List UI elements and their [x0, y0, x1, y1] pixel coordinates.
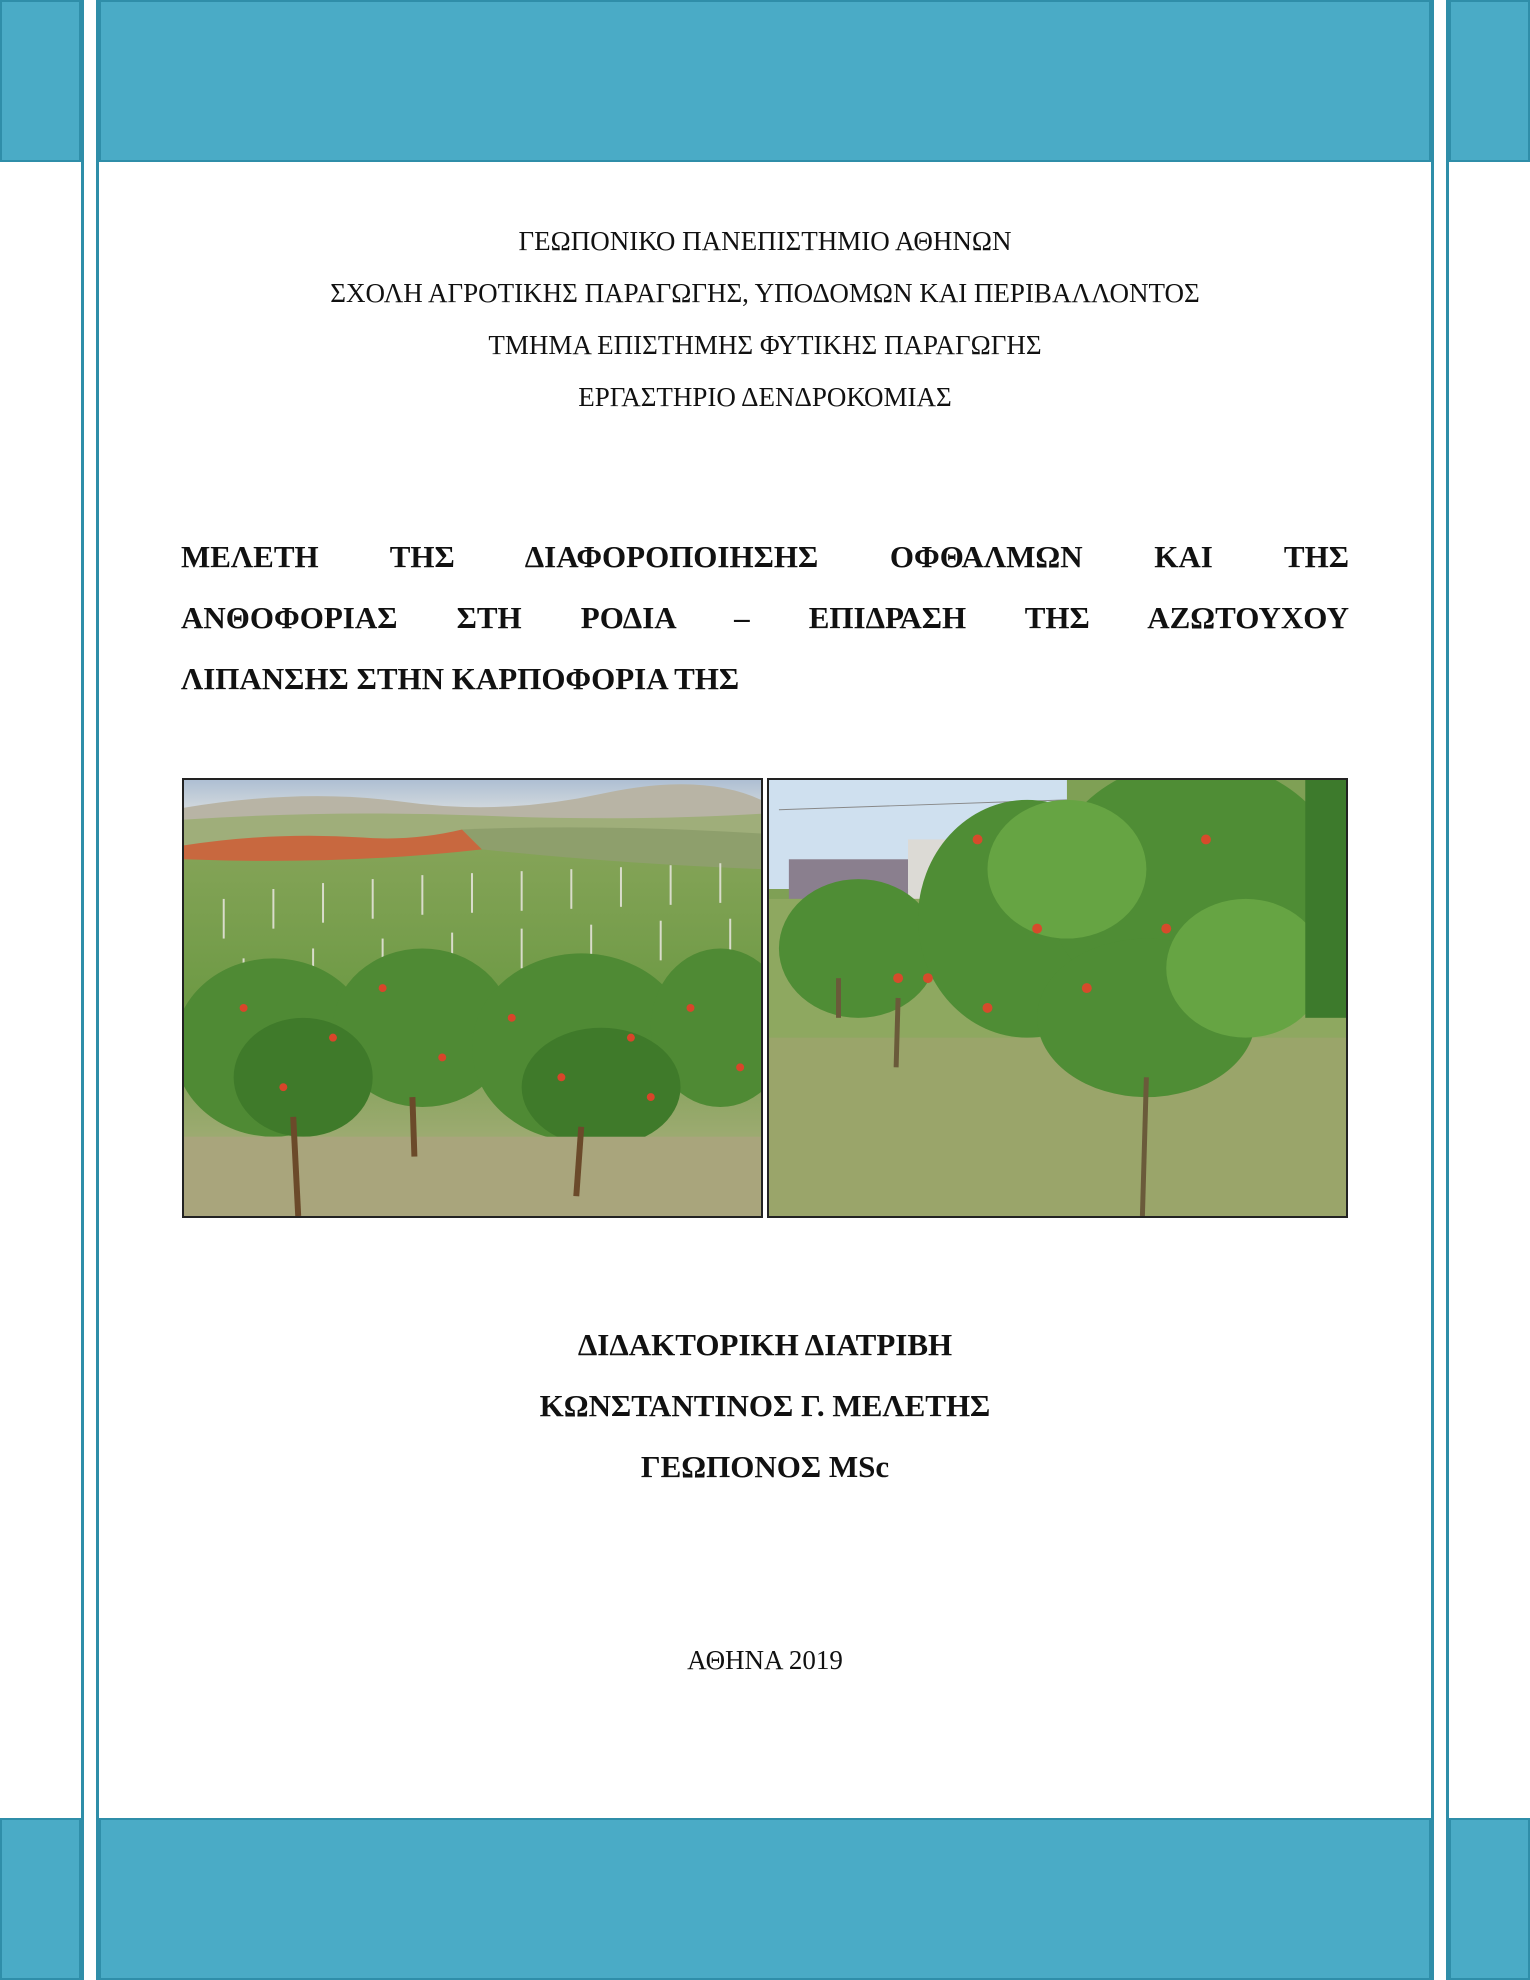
- trees-image: [769, 780, 1346, 1216]
- author-name: ΚΩΝΣΤΑΝΤΙΝΟΣ Γ. ΜΕΛΕΤΗΣ: [539, 1388, 991, 1423]
- thesis-info: [180, 1314, 1350, 1497]
- frame-line-right-outer: [1446, 0, 1449, 1980]
- pomegranate-orchard-photo: [182, 778, 763, 1218]
- frame-line-left-outer: [81, 0, 84, 1980]
- title-line-3: ΛΙΠΑΝΣΗΣ ΣΤΗΝ ΚΑΡΠΟΦΟΡΙΑ ΤΗΣ: [181, 661, 740, 696]
- department-name: ΤΜΗΜΑ ΕΠΙΣΤΗΜΗΣ ΦΥΤΙΚΗΣ ΠΑΡΑΓΩΓΗΣ: [488, 330, 1042, 360]
- thesis-type: ΔΙΔΑΚΤΟΡΙΚΗ ΔΙΑΤΡΙΒΗ: [577, 1327, 953, 1362]
- pomegranate-trees-photo: [767, 778, 1348, 1218]
- footer-band-right: [1449, 1818, 1530, 1980]
- author-qualification: ΓΕΩΠΟΝΟΣ MSc: [640, 1449, 890, 1484]
- footer-band-left: [0, 1818, 81, 1980]
- title-line-2: ΑΝΘΟΦΟΡΙΑΣ ΣΤΗ ΡΟΔΙΑ – ΕΠΙΔΡΑΣΗ ΤΗΣ ΑΖΩΤΟΥΧΟΥ: [181, 600, 1349, 635]
- orchard-image: [184, 780, 761, 1216]
- university-name: ΓΕΩΠΟΝΙΚΟ ΠΑΝΕΠΙΣΤΗΜΙΟ ΑΘΗΝΩΝ: [518, 226, 1012, 256]
- header-band: [99, 0, 1431, 162]
- school-name: ΣΧΟΛΗ ΑΓΡΟΤΙΚΗΣ ΠΑΡΑΓΩΓΗΣ, ΥΠΟΔΟΜΩΝ ΚΑΙ ΠΕΡΙΒΑΛΛΟΝΤΟΣ: [330, 278, 1200, 308]
- laboratory-name: ΕΡΓΑΣΤΗΡΙΟ ΔΕΝΔΡΟΚΟΜΙΑΣ: [578, 382, 952, 412]
- header-band-right: [1449, 0, 1530, 162]
- title-line-1: ΜΕΛΕΤΗ ΤΗΣ ΔΙΑΦΟΡΟΠΟΙΗΣΗΣ ΟΦΘΑΛΜΩΝ ΚΑΙ ΤΗΣ: [181, 539, 1349, 574]
- institution-block: [180, 215, 1350, 423]
- frame-line-right-inner: [1431, 0, 1434, 1980]
- footer-band: [99, 1818, 1431, 1980]
- thesis-title: [181, 526, 1349, 709]
- header-band-left: [0, 0, 81, 162]
- frame-line-left-inner: [96, 0, 99, 1980]
- place-year: ΑΘΗΝΑ 2019: [687, 1645, 843, 1675]
